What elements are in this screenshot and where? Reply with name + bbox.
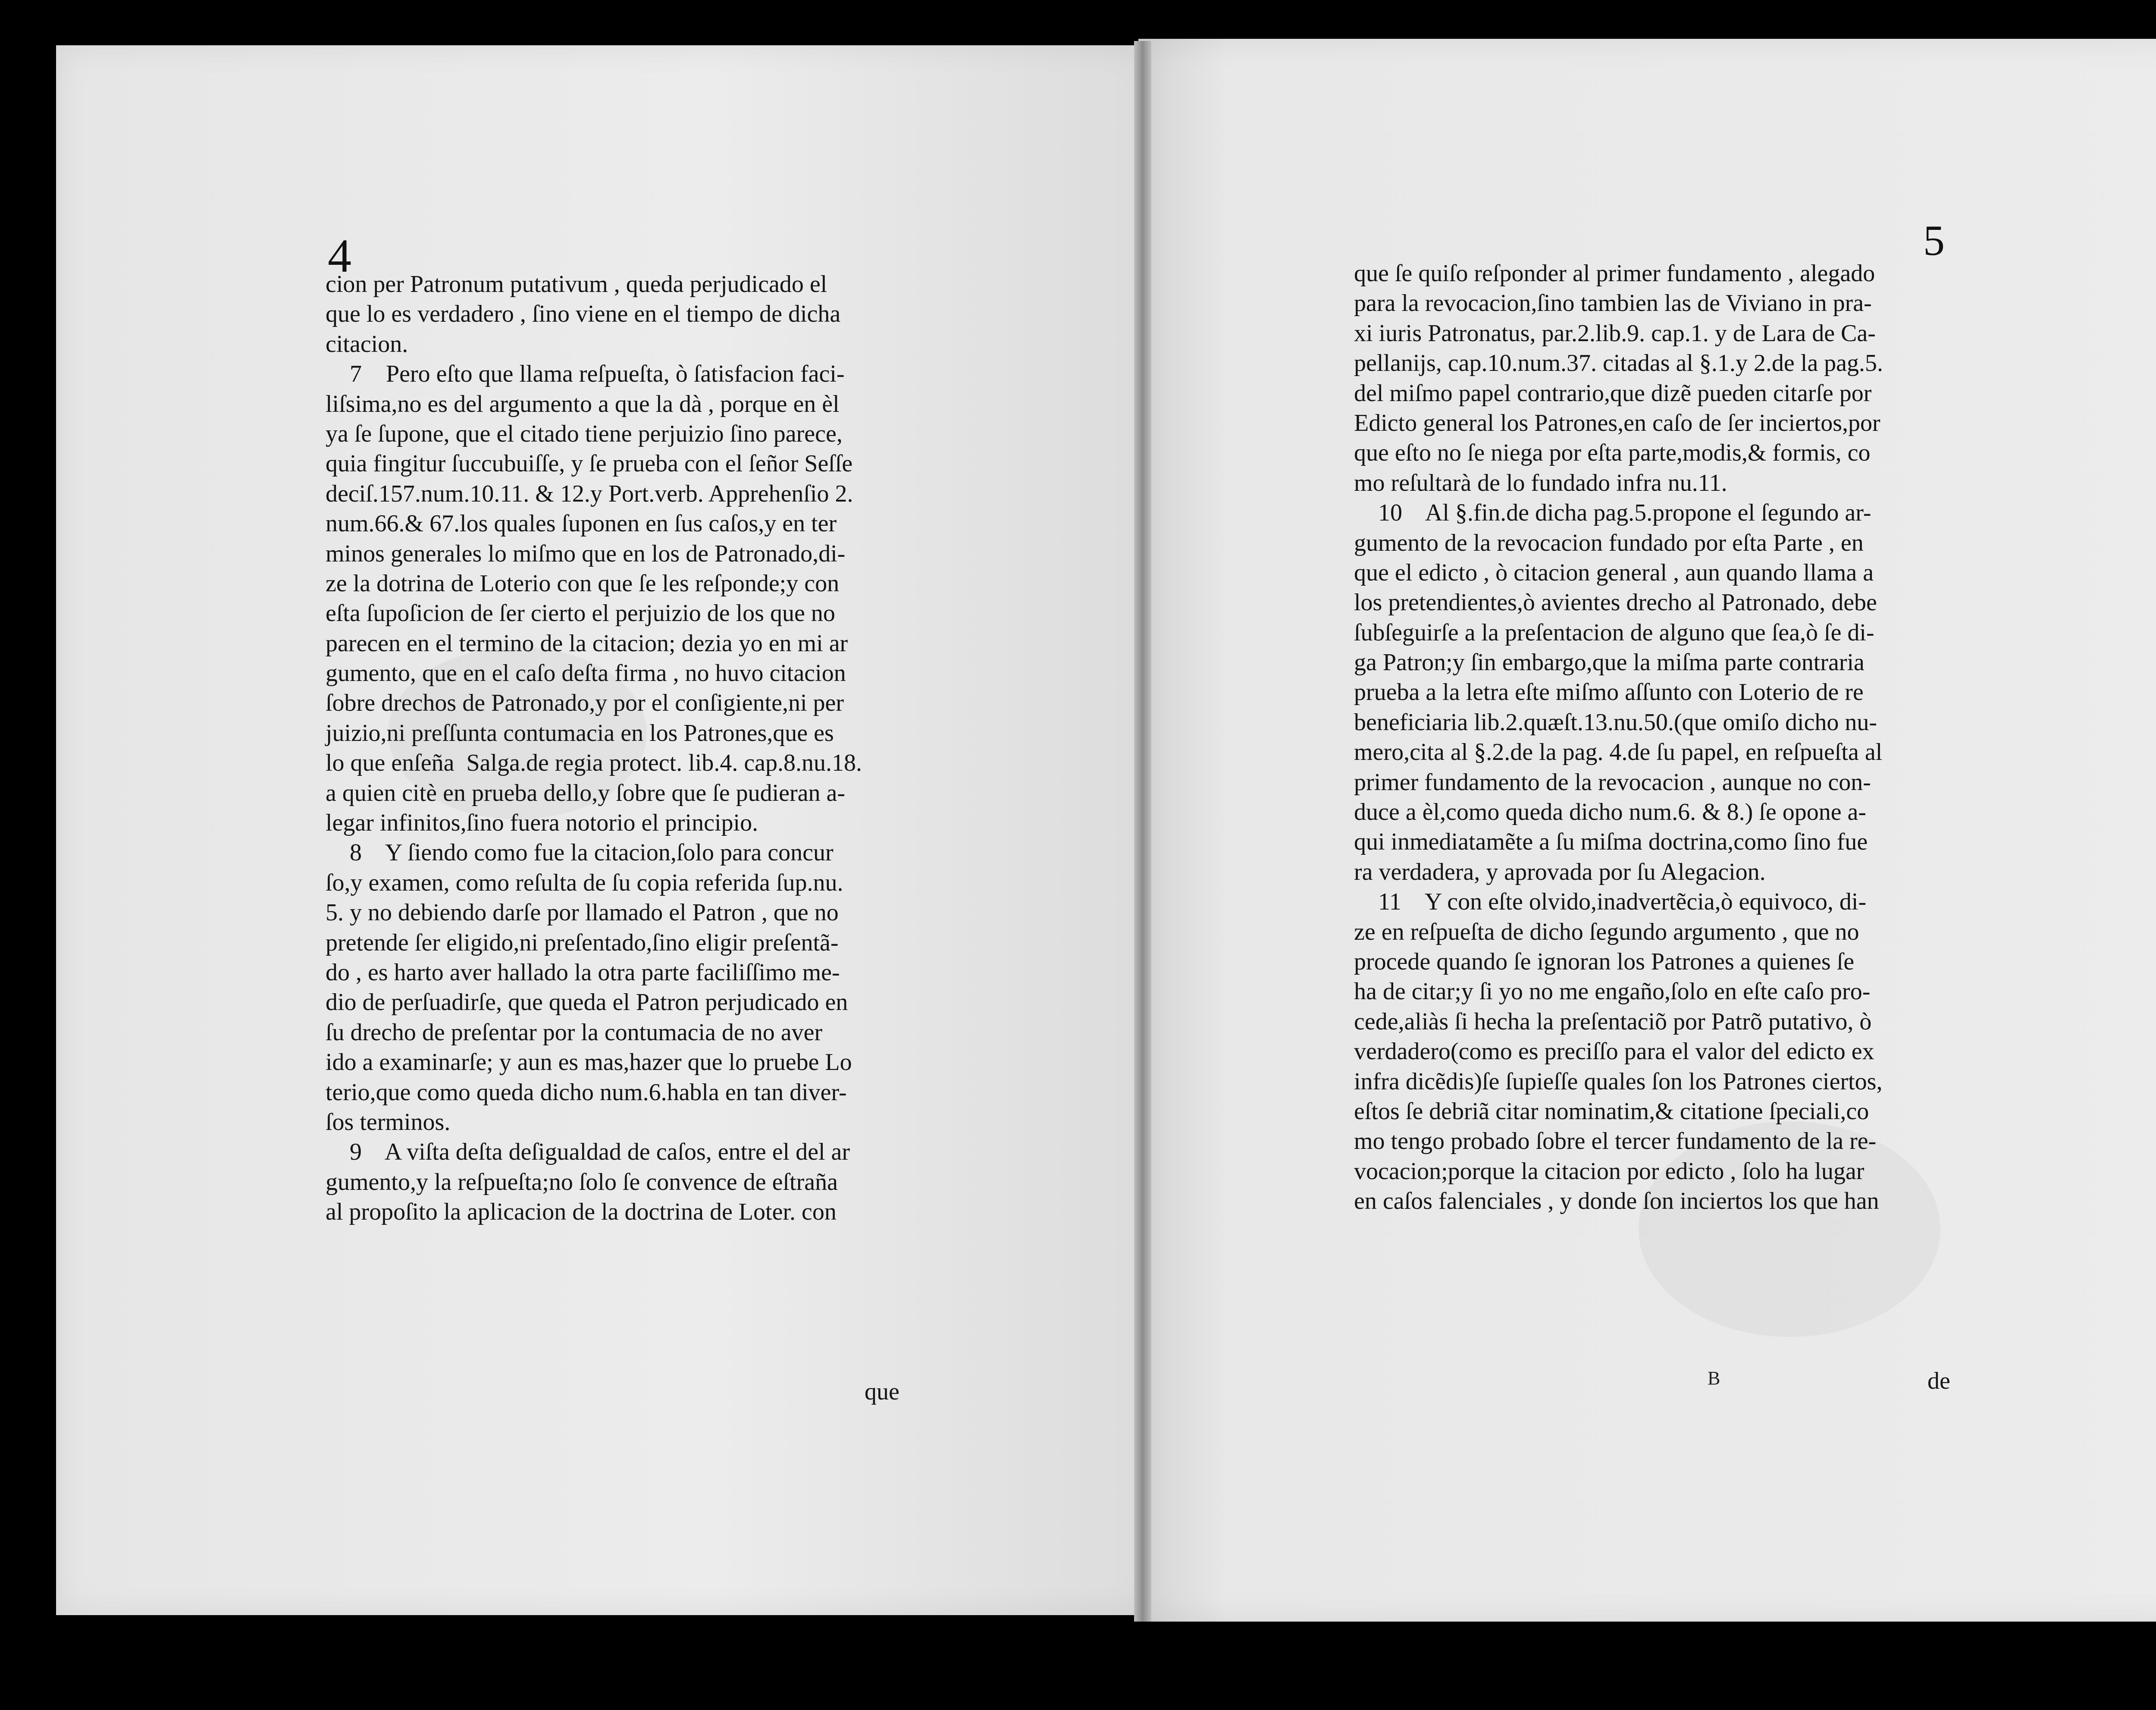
catchword-left: que	[865, 1378, 899, 1405]
page-number-left: 4	[328, 229, 351, 282]
text-line: beneficiaria lib.2.quæſt.13.nu.50.(que omiſo dicho nu-	[1354, 709, 1877, 736]
text-line: ga Patron;y ſin embargo,que la miſma parte contraria	[1354, 649, 1865, 676]
text-line: dio de perſuadirſe, que queda el Patron perjudicado en	[326, 989, 848, 1016]
text-line: Edicto general los Patrones,en caſo de ſer inciertos,por	[1354, 409, 1880, 436]
text-line: deciſ.157.num.10.11. & 12.y Port.verb. Apprehenſio 2.	[326, 480, 853, 507]
text-line: xi iuris Patronatus, par.2.lib.9. cap.1. y de Lara de Ca-	[1354, 320, 1876, 347]
text-line: ido a examinarſe; y aun es mas,hazer que lo pruebe Lo	[326, 1049, 852, 1076]
text-line: citacion.	[326, 330, 408, 358]
text-line: minos generales lo miſmo que en los de Patronado,di-	[326, 540, 846, 567]
text-line: ſo,y examen, como reſulta de ſu copia referida ſup.nu.	[326, 869, 843, 896]
text-line: eſta ſupoſicion de ſer cierto el perjuizio de los que no	[326, 600, 835, 627]
text-line: ze la dotrina de Loterio con que ſe les reſponde;y con	[326, 570, 840, 597]
text-line: quia fingitur ſuccubuiſſe, y ſe prueba con el ſeñor Seſſe	[326, 450, 853, 477]
text-line: que lo es verdadero , ſino viene en el tiempo de dicha	[326, 301, 841, 328]
text-line: 10 Al §.fin.de dicha pag.5.propone el ſegundo ar-	[1354, 499, 1871, 527]
text-line: en caſos falenciales , y donde ſon inciertos los que han	[1354, 1188, 1879, 1215]
text-line: ha de citar;y ſi yo no me engaño,ſolo en eſte caſo pro-	[1354, 978, 1871, 1005]
text-line: do , es harto aver hallado la otra parte faciliſſimo me-	[326, 959, 840, 986]
text-line: mo reſultarà de lo fundado infra nu.11.	[1354, 469, 1727, 496]
text-line: lo que enſeña Salga.de regia protect. lib.4. cap.8.nu.18.	[326, 750, 862, 777]
text-line: ze en reſpueſta de dicho ſegundo argumento , que no	[1354, 918, 1859, 945]
text-line: ra verdadera, y aprovada por ſu Alegacion.	[1354, 858, 1766, 885]
left-page-text	[326, 270, 862, 1227]
text-line: mero,cita al §.2.de la pag. 4.de ſu papel, en reſpueſta al	[1354, 739, 1883, 766]
text-line: ſos terminos.	[326, 1108, 451, 1136]
text-line: que ſe quiſo reſponder al primer fundamento , alegado	[1354, 260, 1875, 287]
text-line: cede,aliàs ſi hecha la preſentaciõ por Patrõ putativo, ò	[1354, 1008, 1872, 1035]
text-line: gumento de la revocacion fundado por eſta Parte , en	[1354, 529, 1864, 556]
text-line: vocacion;porque la citacion por edicto , ſolo ha lugar	[1354, 1158, 1865, 1185]
book-gutter	[1134, 41, 1151, 1622]
text-line: juizio,ni preſſunta contumacia en los Patrones,que es	[326, 719, 834, 747]
text-line: mo tengo probado ſobre el tercer fundamento de la re-	[1354, 1128, 1877, 1155]
text-line: que el edicto , ò citacion general , aun quando llama a	[1354, 559, 1874, 586]
text-line: 7 Pero eſto que llama reſpueſta, ò ſatisfacion faci-	[326, 361, 845, 388]
text-line: ſu drecho de preſentar por la contumacia de no aver	[326, 1019, 823, 1046]
text-line: 11 Y con eſte olvido,inadvertẽcia,ò equivoco, di-	[1354, 888, 1867, 916]
text-line: terio,que como queda dicho num.6.habla en tan diver-	[326, 1079, 847, 1106]
text-line: al propoſito la aplicacion de la doctrina de Loter. con	[326, 1199, 837, 1226]
text-line: ya ſe ſupone, que el citado tiene perjuizio ſino parece,	[326, 420, 843, 447]
text-line: 9 A viſta deſta deſigualdad de caſos, entre el del ar	[326, 1139, 850, 1166]
text-line: pellanijs, cap.10.num.37. citadas al §.1.y 2.de la pag.5.	[1354, 350, 1883, 377]
text-line: a quien citè en prueba dello,y ſobre que ſe pudieran a-	[326, 779, 846, 806]
text-line: pretende ſer eligido,ni preſentado,ſino eligir preſentã-	[326, 929, 839, 956]
text-line: legar infinitos,ſino fuera notorio el principio.	[326, 810, 758, 837]
text-line: primer fundamento de la revocacion , aunque no con-	[1354, 769, 1871, 796]
text-line: 8 Y ſiendo como fue la citacion,ſolo para concur	[326, 839, 834, 866]
text-line: gumento,y la reſpueſta;no ſolo ſe convence de eſtraña	[326, 1168, 838, 1195]
text-line: verdadero(como es preciſſo para el valor del edicto ex	[1354, 1038, 1874, 1065]
text-line: qui inmediatamẽte a ſu miſma doctrina,como ſino fue	[1354, 828, 1868, 856]
text-line: infra dicẽdis)ſe ſupieſſe quales ſon los Patrones ciertos,	[1354, 1068, 1883, 1095]
text-line: ſubſeguirſe a la preſentacion de alguno que ſea,ò ſe di-	[1354, 619, 1874, 646]
text-line: prueba a la letra eſte miſmo aſſunto con Loterio de re	[1354, 679, 1864, 706]
text-line: del miſmo papel contrario,que dizẽ pueden citarſe por	[1354, 380, 1872, 407]
text-line: que eſto no ſe niega por eſta parte,modis,& formis, co	[1354, 439, 1871, 467]
text-line: liſsima,no es del argumento a que la dà , porque en èl	[326, 390, 840, 417]
text-line: 5. y no debiendo darſe por llamado el Patron , que no	[326, 899, 839, 926]
text-line: ſobre drechos de Patronado,y por el conſigiente,ni per	[326, 690, 844, 717]
text-line: eſtos ſe debriã citar nominatim,& citatione ſpeciali,co	[1354, 1098, 1869, 1125]
text-line: gumento, que en el caſo deſta firma , no huvo citacion	[326, 660, 846, 687]
catchword-right: de	[1927, 1368, 1950, 1394]
text-line: los pretendientes,ò avientes drecho al Patronado, debe	[1354, 589, 1877, 616]
text-line: num.66.& 67.los quales ſuponen en ſus caſos,y en ter	[326, 510, 837, 537]
right-page-text	[1354, 259, 1883, 1217]
text-line: cion per Patronum putativum , queda perjudicado el	[326, 271, 827, 298]
page-number-right: 5	[1923, 216, 1945, 264]
text-line: para la revocacion,ſino tambien las de Viviano in pra-	[1354, 290, 1872, 317]
text-line: procede quando ſe ignoran los Patrones a quienes ſe	[1354, 948, 1855, 975]
text-line: duce a èl,como queda dicho num.6. & 8.) ſe opone a-	[1354, 799, 1867, 826]
text-line: parecen en el termino de la citacion; dezia yo en mi ar	[326, 630, 848, 657]
signature-mark: B	[1708, 1368, 1720, 1389]
